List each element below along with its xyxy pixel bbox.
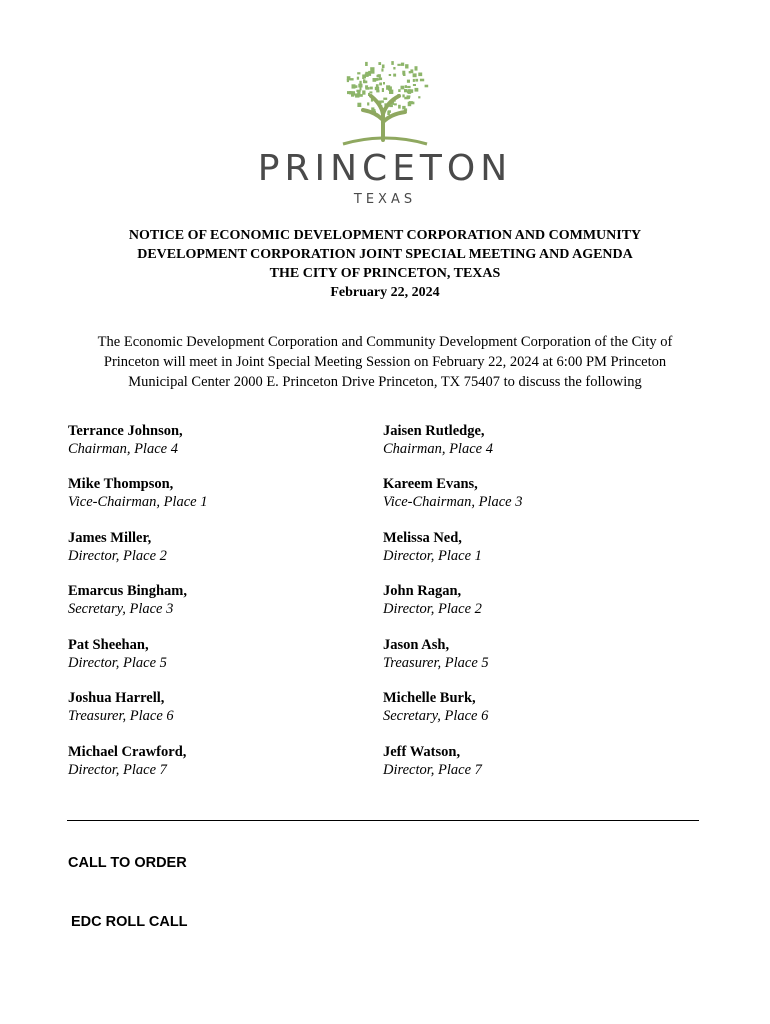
leaf-dot [357,77,359,80]
leaf-dot [413,79,415,82]
leaf-dot [393,67,395,70]
member-role: Director, Place 1 [383,548,482,564]
leaf-dot [418,73,422,77]
member-role: Secretary, Place 6 [383,708,489,724]
member-name: Pat Sheehan, [68,637,149,653]
leaf-dot [350,92,353,94]
leaf-dot [383,98,387,100]
leaf-dot [382,65,385,69]
leaf-dot [362,75,364,80]
leaf-dot [408,89,411,93]
leaf-dot [387,111,390,115]
member-name: Kareem Evans, [383,476,478,492]
member-name: James Miller, [68,530,152,546]
leaf-dot [357,103,361,107]
member-name: Michael Crawford, [68,744,187,760]
member-left-3 [68,529,368,565]
member-right-5 [383,636,683,672]
call-to-order-heading: CALL TO ORDER [68,855,187,871]
leaf-dot [398,105,401,109]
leaf-dot [413,73,417,77]
leaf-dot [407,86,411,88]
leaf-dot [355,94,359,96]
member-role: Vice-Chairman, Place 1 [68,494,208,510]
member-name: John Ragan, [383,583,462,599]
member-left-2 [68,475,368,511]
member-name: Mike Thompson, [68,476,174,492]
leaf-dot [377,75,381,77]
member-role: Secretary, Place 3 [68,601,174,617]
member-name: Joshua Harrell, [68,690,165,706]
leaf-dot [404,89,407,92]
member-name: Jaisen Rutledge, [383,423,485,439]
leaf-dot [352,84,356,88]
heading-date: February 22, 2024 [330,285,440,300]
member-role: Chairman, Place 4 [68,441,178,457]
leaf-dot [415,88,419,92]
leaf-dot [418,96,420,98]
member-right-1 [383,422,683,458]
leaf-dot [379,83,382,86]
leaf-dot [410,69,413,73]
leaf-dot [370,87,373,90]
member-name: Jeff Watson, [383,744,461,760]
leaf-dot [402,106,405,110]
member-role: Director, Place 7 [68,762,167,778]
leaf-dot [365,87,369,90]
leaf-dot [362,90,365,94]
edc-roll-call-heading: EDC ROLL CALL [71,914,188,930]
princeton-logo [0,40,770,220]
leaf-dot [371,107,374,110]
heading-line-3: THE CITY OF PRINCETON, TEXAS [269,266,501,281]
member-right-7 [383,743,683,779]
tree-ground [343,138,427,144]
leaf-dot [420,79,424,82]
member-role: Treasurer, Place 6 [68,708,174,724]
member-role: Director, Place 7 [383,762,482,778]
member-left-1 [68,422,368,458]
member-role: Chairman, Place 4 [383,441,493,457]
heading-line-2: DEVELOPMENT CORPORATION JOINT SPECIAL MEETING AND AGENDA [137,247,633,262]
leaf-dot [405,85,407,88]
member-left-5 [68,636,368,672]
logo-wordmark: PRINCETON [257,148,513,189]
leaf-dot [378,62,381,65]
leaf-dot [393,74,396,77]
leaf-dot [365,72,368,76]
notice-heading [60,226,710,302]
member-left-7 [68,743,368,779]
member-name: Terrance Johnson, [68,423,183,439]
leaf-dot [401,86,405,90]
member-role: Treasurer, Place 5 [383,655,489,671]
leaf-dot [402,71,405,75]
leaf-dot [394,103,397,105]
leaf-dot [381,100,384,102]
tree-logo-icon [325,52,445,152]
leaf-dot [407,80,410,83]
member-name: Emarcus Bingham, [68,583,187,599]
member-right-6 [383,689,683,725]
member-right-2 [383,475,683,511]
leaf-dot [398,89,400,92]
logo-sub-wordmark: TEXAS [353,192,417,207]
leaf-dot [381,68,383,71]
member-role: Vice-Chairman, Place 3 [383,494,523,510]
leaf-dot [391,61,394,65]
section-divider [67,820,699,821]
leaf-dot [373,78,377,82]
leaf-dot [401,63,404,66]
member-left-6 [68,689,368,725]
leaf-dot [407,95,411,97]
member-right-4 [383,582,683,618]
leaf-dot [408,102,412,106]
leaf-dot [415,79,418,82]
leaf-dot [368,71,372,73]
member-name: Melissa Ned, [383,530,462,546]
member-role: Director, Place 2 [68,548,167,564]
leaf-dot [425,85,429,88]
member-name: Jason Ash, [383,637,450,653]
leaf-dot [415,66,418,70]
leaf-dot [375,87,379,90]
intro-paragraph: The Economic Development Corporation and Community Development Corporation of the City of Princeton will meet in Joint Special Meeting Session on February 22, 2024 at 6:00 PM Princeton Municipal Center 2000 E. Princeton Drive Princeton, TX 75407 to discuss the following [97,334,673,390]
member-right-3 [383,529,683,565]
leaf-dot [397,64,400,66]
leaf-dot [364,81,367,84]
leaf-dot [382,88,384,92]
member-left-4 [68,582,368,618]
leaf-dot [367,102,369,105]
heading-line-1: NOTICE OF ECONOMIC DEVELOPMENT CORPORATION AND COMMUNITY [128,228,642,243]
leaf-dot [357,72,360,74]
member-role: Director, Place 5 [68,655,167,671]
leaf-dot [383,82,385,85]
member-name: Michelle Burk, [383,690,476,706]
leaf-dot [402,94,404,97]
leaf-dot [405,64,408,68]
leaf-dot [389,74,391,76]
leaf-dot [365,62,368,66]
leaf-dot [413,84,416,86]
leaf-dot [376,90,379,93]
leaf-dot [388,86,392,90]
member-role: Director, Place 2 [383,601,482,617]
leaf-dot [347,79,349,82]
leaf-dot [358,84,362,88]
